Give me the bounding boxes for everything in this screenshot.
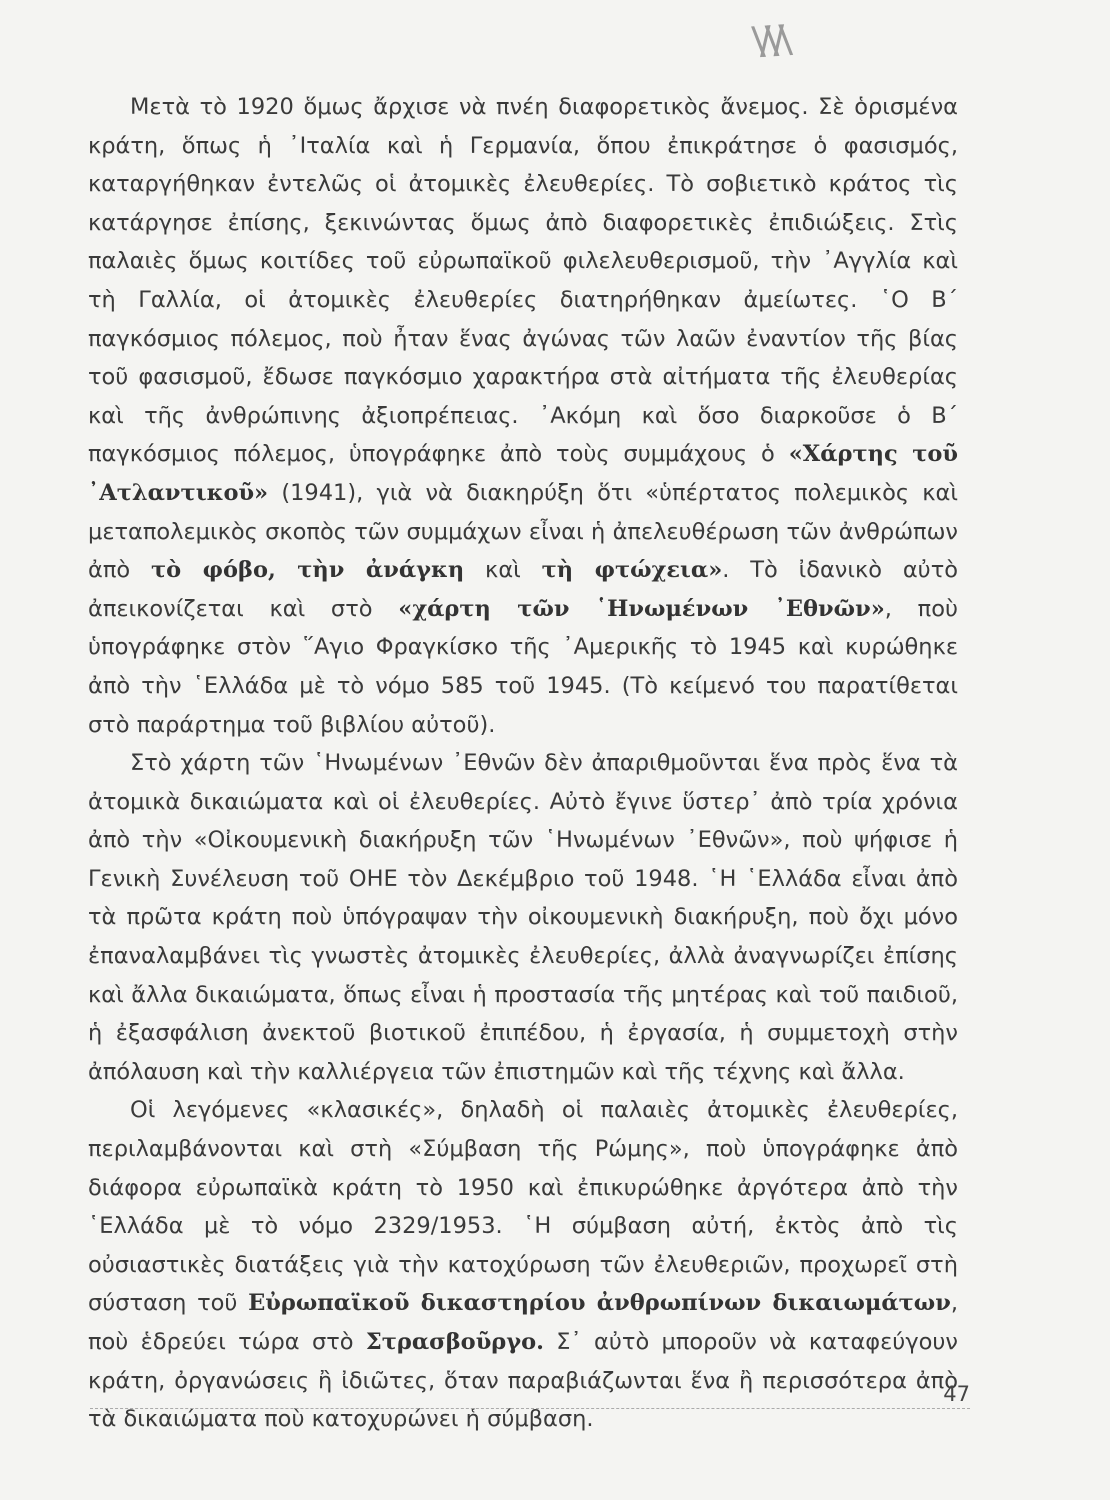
text-segment: . Τὸ ἰδανικὸ αὐτὸ ἀπεικονίζεται καὶ στὸ bbox=[88, 557, 959, 622]
text-segment: , ποὺ ὑπογράφηκε στὸν ῞Αγιο Φραγκίσκο τῆς ᾿Αμερικῆς τὸ 1945 καὶ κυρώθηκε ἀπὸ τὴν ῾Ελλάδα μὲ τὸ νόμο 585 τοῦ 1945. (Τὸ κείμενό του παρατίθεται στὸ παράρτημα τοῦ βιβλίου αὐτοῦ). bbox=[88, 595, 959, 738]
handwritten-mark: \/\/\ bbox=[750, 16, 788, 64]
text-segment: Στὸ χάρτη τῶν ῾Ηνωμένων ᾿Εθνῶν δὲν ἀπαριθμοῦνται ἕνα πρὸς ἕνα τὰ ἀτομικὰ δικαιώματα καὶ οἱ ἐλευθερίες. Αὐτὸ ἔγινε ὕστερ᾿ ἀπὸ τρία χρόνια ἀπὸ τὴν «Οἰκουμενικὴ διακήρυξη τῶν ῾Ηνωμένων ᾿Εθνῶν», ποὺ ψήφισε ἡ Γενικὴ Συνέλευση τοῦ ΟΗΕ τὸν Δεκέμβριο τοῦ 1948. ῾Η ῾Ελλάδα εἶναι ἀπὸ τὰ πρῶτα κράτη ποὺ ὑπόγραψαν τὴν οἰκουμενικὴ διακήρυξη, ποὺ ὄχι μόνο ἐπαναλαμβάνει τὶς γνωστὲς ἀτομικὲς ἐλευθερίες, ἀλλὰ ἀναγνωρίζει ἐπίσης καὶ ἄλλα δικαιώματα, ὅπως εἶναι ἡ προστασία τῆς μητέρας καὶ τοῦ παιδιοῦ, ἡ ἐξασφάλιση ἀνεκτοῦ βιοτικοῦ ἐπιπέδου, ἡ ἐργασία, ἡ συμμετοχὴ στὴν ἀπόλαυση καὶ τὴν καλλιέργεια τῶν ἐπιστημῶν καὶ τῆς τέχνης καὶ ἄλλα. bbox=[88, 750, 958, 1085]
bold-term: «χάρτη τῶν ῾Ηνωμένων ᾿Εθνῶν» bbox=[398, 595, 885, 622]
page-footer bbox=[90, 1382, 970, 1422]
text-segment: Σ᾿ αὐτὸ μποροῦν νὰ καταφεύγουν κράτη, ὀργανώσεις ἢ ἰδιῶτες, ὅταν παραβιάζωνται ἕνα ἢ περισσότερα ἀπὸ τὰ δικαιώματα ποὺ κατοχυρώνει ἡ σύμβαση. bbox=[88, 1329, 958, 1433]
text-segment: Μετὰ τὸ 1920 ὅμως ἄρχισε νὰ πνέη διαφορετικὸς ἄνεμος. Σὲ ὁρισμένα κράτη, ὅπως ἡ ᾿Ιταλία καὶ ἡ Γερμανία, ὅπου ἐπικράτησε ὁ φασισμός, καταργήθηκαν ἐντελῶς οἱ ἀτομικὲς ἐλευθερίες. Τὸ σοβιετικὸ κράτος τὶς κατάργησε ἐπίσης, ξεκινώντας ὅμως ἀπὸ διαφορετικὲς ἐπιδιώξεις. Στὶς παλαιὲς ὅμως κοιτίδες τοῦ εὐρωπαϊκοῦ φιλελευθερισμοῦ, τὴν ᾿Αγγλία καὶ τὴ Γαλλία, οἱ ἀτομικὲς ἐλευθερίες διατηρήθηκαν ἀμείωτες. ῾Ο Β΄ παγκόσμιος πόλεμος, ποὺ ἦταν ἕνας ἀγώνας τῶν λαῶν ἐναντίον τῆς βίας τοῦ φασισμοῦ, ἔδωσε παγκόσμιο χαρακτήρα στὰ αἰτήματα τῆς ἐλευθερίας καὶ τῆς ἀνθρώπινης ἀξιοπρέπειας. ᾿Ακόμη καὶ ὅσο διαρκοῦσε ὁ Β΄ παγκόσμιος πόλεμος, ὑπογράφηκε ἀπὸ τοὺς συμμάχους ὁ bbox=[88, 94, 958, 468]
bold-term: τὴ φτώχεια» bbox=[541, 557, 723, 584]
text-segment: , ποὺ ἑδρεύει τώρα στὸ bbox=[88, 1290, 958, 1355]
paragraph-1 bbox=[88, 88, 958, 744]
paragraph-2 bbox=[88, 744, 958, 1091]
text-segment: (1941), γιὰ νὰ διακηρύξη ὅτι «ὑπέρτατος πολεμικὸς καὶ μεταπολεμικὸς σκοπὸς τῶν συμμάχων εἶναι ἡ ἀπελευθέρωση τῶν ἀνθρώπων ἀπὸ bbox=[88, 479, 958, 584]
footer-divider bbox=[90, 1408, 970, 1410]
page-number: 47 bbox=[943, 1382, 970, 1406]
body-text bbox=[88, 88, 958, 1439]
text-segment: Οἱ λεγόμενες «κλασικές», δηλαδὴ οἱ παλαιὲς ἀτομικὲς ἐλευθερίες, περιλαμβάνονται καὶ στὴ «Σύμβαση τῆς Ρώμης», ποὺ ὑπογράφηκε ἀπὸ διάφορα εὐρωπαϊκὰ κράτη τὸ 1950 καὶ ἐπικυρώθηκε ἀργότερα ἀπὸ τὴν ῾Ελλάδα μὲ τὸ νόμο 2329/1953. ῾Η σύμβαση αὐτή, ἐκτὸς ἀπὸ τὶς οὐσιαστικὲς διατάξεις γιὰ τὴν κατοχύρωση τῶν ἐλευθεριῶν, προχωρεῖ στὴ σύσταση τοῦ bbox=[88, 1097, 958, 1317]
bold-term: «Χάρτης τοῦ ᾿Ατλαντικοῦ» bbox=[88, 441, 958, 506]
bold-term: Στρασβοῦργο. bbox=[365, 1329, 544, 1355]
text-segment: καὶ bbox=[464, 557, 542, 584]
bold-term: Εὐρωπαϊκοῦ δικαστηρίου ἀνθρωπίνων δικαιωμάτων bbox=[248, 1290, 951, 1317]
bold-term: τὸ φόβο, τὴν ἀνάγκη bbox=[150, 557, 465, 584]
